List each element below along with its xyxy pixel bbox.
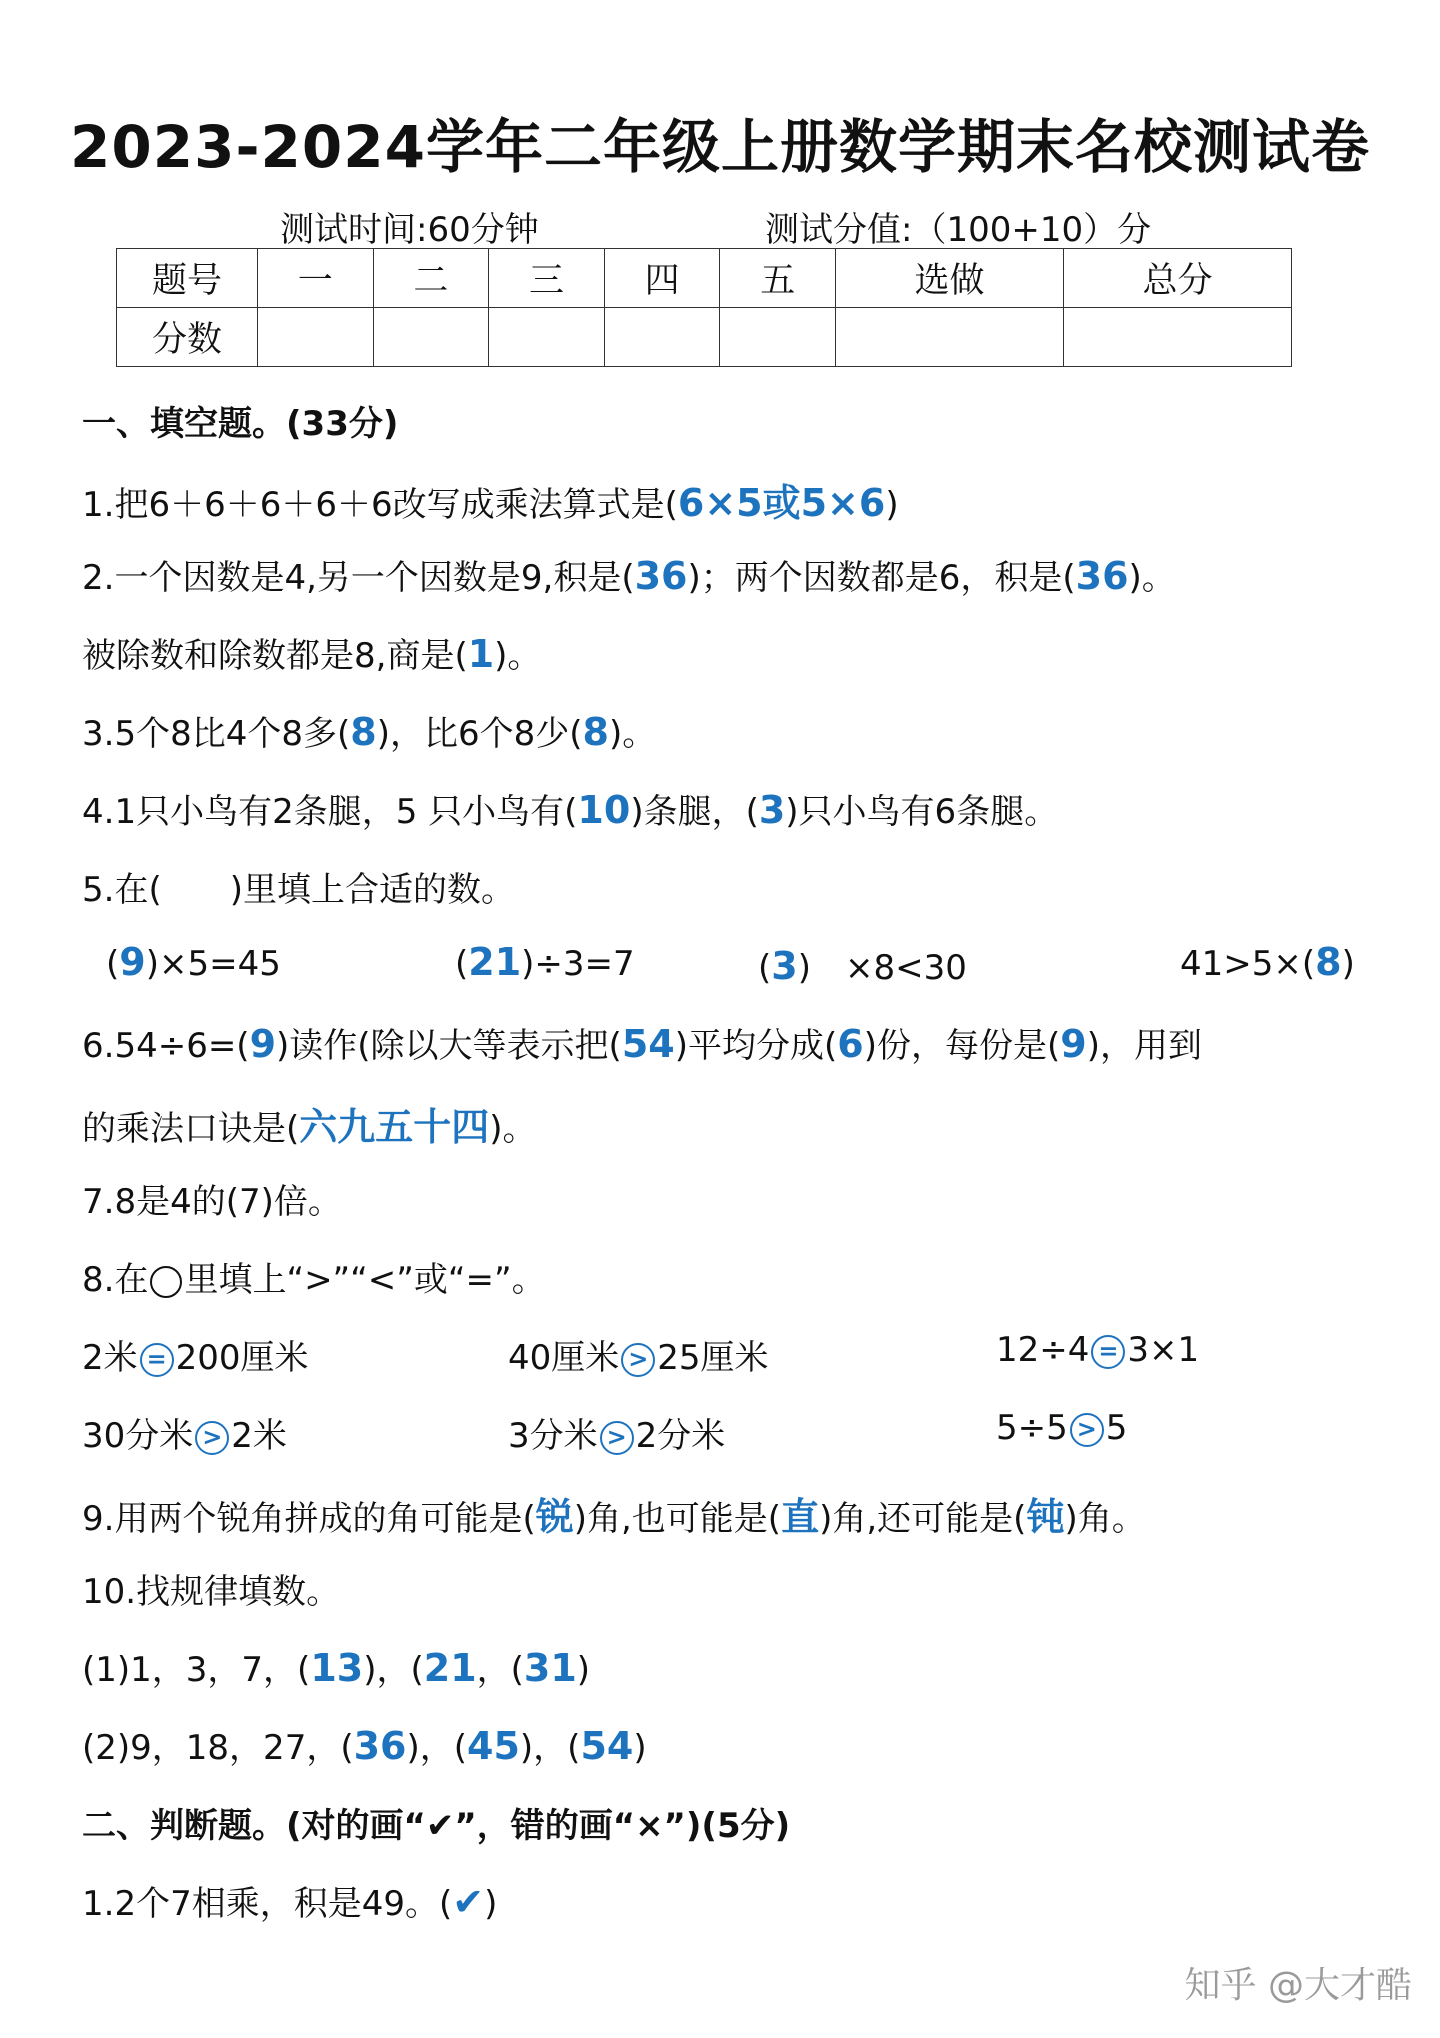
- question-text: (2)9，18，27，(: [82, 1728, 354, 1768]
- question-10-part-2: [82, 1720, 647, 1769]
- answer: 21: [468, 940, 522, 984]
- question-text: ): [633, 1728, 647, 1768]
- score-entry-cell: [720, 308, 836, 367]
- score-entry-cell: [373, 308, 489, 367]
- question-text: 12÷4: [996, 1330, 1090, 1370]
- question-6-continued: [82, 1096, 537, 1151]
- question-text: 5÷5: [996, 1408, 1068, 1448]
- answer: 36: [353, 1724, 407, 1768]
- answer: 13: [310, 1646, 364, 1690]
- score-entry-cell: [489, 308, 605, 367]
- question-text: )角。: [1064, 1499, 1146, 1539]
- table-cell: 分数: [117, 308, 258, 367]
- answer: 54: [580, 1724, 634, 1768]
- answer: 54: [621, 1022, 675, 1066]
- question-text: 2分米: [635, 1416, 726, 1456]
- question-text: ): [576, 1650, 591, 1690]
- question-9: [82, 1486, 1146, 1541]
- question-10-part-1: [82, 1642, 590, 1691]
- question-text: (: [106, 944, 120, 984]
- question-text: (: [758, 948, 772, 988]
- question-text: )角,还可能是(: [819, 1499, 1027, 1539]
- question-text: (: [455, 944, 469, 984]
- question-text: 6.54÷6=(: [82, 1026, 250, 1066]
- question-text: 被除数和除数都是8,商是(: [82, 636, 468, 676]
- question-4: [82, 784, 1058, 833]
- table-cell: 五: [720, 249, 836, 308]
- question-5-item: [1180, 940, 1355, 984]
- answer-circle: >: [600, 1421, 634, 1455]
- table-cell: 一: [258, 249, 374, 308]
- question-text: )，用到: [1086, 1026, 1202, 1066]
- comparison-item: [82, 1408, 287, 1457]
- question-text: 1.2个7相乘，积是49。(: [82, 1884, 453, 1924]
- table-cell: 题号: [117, 249, 258, 308]
- answer: 21: [423, 1646, 477, 1690]
- question-1: [82, 472, 899, 527]
- question-text: ) ×8<30: [797, 948, 967, 988]
- answer: 9: [1060, 1022, 1087, 1066]
- question-text: 200厘米: [175, 1338, 309, 1378]
- question-text: )条腿，(: [630, 792, 759, 832]
- question-2-continued: [82, 628, 541, 677]
- question-text: ): [885, 485, 899, 525]
- question-text: )读作(除以大等表示把(: [276, 1026, 622, 1066]
- question-text: 9.用两个锐角拼成的角可能是(: [82, 1499, 536, 1539]
- question-text: )。: [494, 636, 542, 676]
- question-text: )只小鸟有6条腿。: [785, 792, 1059, 832]
- question-text: 3分米: [508, 1416, 598, 1456]
- comparison-item: [996, 1330, 1199, 1370]
- answer: 6×5或5×6: [677, 481, 886, 525]
- question-6: [82, 1018, 1202, 1067]
- question-5: 5.在( )里填上合适的数。: [82, 870, 515, 910]
- question-text: )。: [489, 1109, 537, 1149]
- question-text: 8.在: [82, 1260, 149, 1300]
- question-text: 5: [1105, 1408, 1128, 1448]
- question-text: 30分米: [82, 1416, 194, 1456]
- question-text: 3.5个8比4个8多(: [82, 714, 351, 754]
- comparison-item: [82, 1330, 309, 1379]
- answer-circle: >: [1070, 1413, 1104, 1447]
- question-text: )÷3=7: [521, 944, 635, 984]
- answer: 10: [577, 788, 631, 832]
- question-text: )平均分成(: [674, 1026, 838, 1066]
- answer: ✔: [452, 1880, 485, 1924]
- answer-circle: =: [140, 1343, 174, 1377]
- score-entry-cell: [1064, 308, 1292, 367]
- question-text: )×5=45: [145, 944, 281, 984]
- comparison-item: [996, 1408, 1127, 1448]
- question-text: 3×1: [1127, 1330, 1200, 1370]
- answer: 31: [523, 1646, 577, 1690]
- score-entry-cell: [836, 308, 1064, 367]
- question-2: [82, 550, 1176, 599]
- question-text: ): [484, 1884, 498, 1924]
- question-text: 1.把6＋6＋6＋6＋6改写成乘法算式是(: [82, 485, 678, 525]
- answer: 8: [1315, 940, 1342, 984]
- answer: 钝: [1026, 1495, 1065, 1539]
- question-text: 2.一个因数是4,另一个因数是9,积是(: [82, 558, 635, 598]
- question-text: )；两个因数都是6，积是(: [687, 558, 1076, 598]
- question-text: )，(: [406, 1728, 468, 1768]
- answer: 六九五十四: [299, 1105, 490, 1149]
- question-text: )，(: [519, 1728, 581, 1768]
- test-time: 测试时间:60分钟: [280, 210, 539, 250]
- table-cell: 四: [604, 249, 720, 308]
- score-entry-cell: [258, 308, 374, 367]
- question-text: ，(: [476, 1650, 524, 1690]
- question-text: )，(: [363, 1650, 424, 1690]
- answer: 直: [781, 1495, 820, 1539]
- test-score: 测试分值:（100+10）分: [765, 210, 1152, 250]
- comparison-item: [508, 1330, 769, 1379]
- question-text: )，比6个8少(: [376, 714, 583, 754]
- question-text: 41>5×(: [1180, 944, 1316, 984]
- question-text: 2米: [231, 1416, 287, 1456]
- answer-circle: >: [195, 1421, 229, 1455]
- question-text: )份，每份是(: [863, 1026, 1061, 1066]
- answer: 6: [837, 1022, 864, 1066]
- score-table-score-row: [117, 308, 1292, 367]
- question-text: )。: [1128, 558, 1176, 598]
- section1-heading: 一、填空题。(33分): [82, 404, 399, 444]
- question-text: 里填上“>”“<”或“=”。: [184, 1260, 546, 1300]
- question-text: ): [1341, 944, 1355, 984]
- question-5-item: [758, 940, 967, 989]
- question-text: )。: [608, 714, 657, 754]
- score-entry-cell: [604, 308, 720, 367]
- question-text: )角,也可能是(: [573, 1499, 782, 1539]
- answer: 3: [771, 944, 798, 988]
- watermark: 知乎 @大才酷: [1184, 1965, 1412, 2006]
- question-8: [82, 1252, 546, 1301]
- circle-icon: [150, 1266, 182, 1298]
- question-text: 25厘米: [657, 1338, 769, 1378]
- answer-circle: >: [621, 1343, 655, 1377]
- answer: 9: [249, 1022, 277, 1066]
- question-7: 7.8是4的(7)倍。: [82, 1182, 342, 1222]
- answer-circle: =: [1091, 1335, 1125, 1369]
- answer: 1: [467, 632, 495, 676]
- comparison-item: [508, 1408, 725, 1457]
- question-text: 2米: [82, 1338, 138, 1378]
- table-cell: 二: [373, 249, 489, 308]
- question-5-item: [455, 940, 635, 984]
- question-10: 10.找规律填数。: [82, 1572, 341, 1612]
- table-cell: 三: [489, 249, 605, 308]
- answer: 36: [1075, 554, 1129, 598]
- table-cell: 总分: [1064, 249, 1292, 308]
- question-text: 4.1只小鸟有2条腿，5 只小鸟有(: [82, 792, 578, 832]
- question-3: [82, 706, 656, 755]
- judgment-question-1: [82, 1876, 497, 1925]
- question-text: 的乘法口诀是(: [82, 1109, 300, 1149]
- table-cell: 选做: [836, 249, 1064, 308]
- section2-heading: 二、判断题。(对的画“✔”，错的画“×”)(5分): [82, 1806, 791, 1846]
- answer: 锐: [535, 1495, 574, 1539]
- answer: 8: [350, 710, 377, 754]
- score-table-header-row: [117, 249, 1292, 308]
- answer: 9: [119, 940, 146, 984]
- score-table: [116, 248, 1292, 367]
- page-title: 2023-2024学年二年级上册数学期末名校测试卷: [70, 113, 1370, 181]
- question-text: 40厘米: [508, 1338, 620, 1378]
- question-text: (1)1，3，7，(: [82, 1650, 311, 1690]
- answer: 8: [582, 710, 609, 754]
- answer: 45: [467, 1724, 520, 1768]
- answer: 36: [634, 554, 688, 598]
- question-5-item: [106, 940, 281, 984]
- answer: 3: [758, 788, 786, 832]
